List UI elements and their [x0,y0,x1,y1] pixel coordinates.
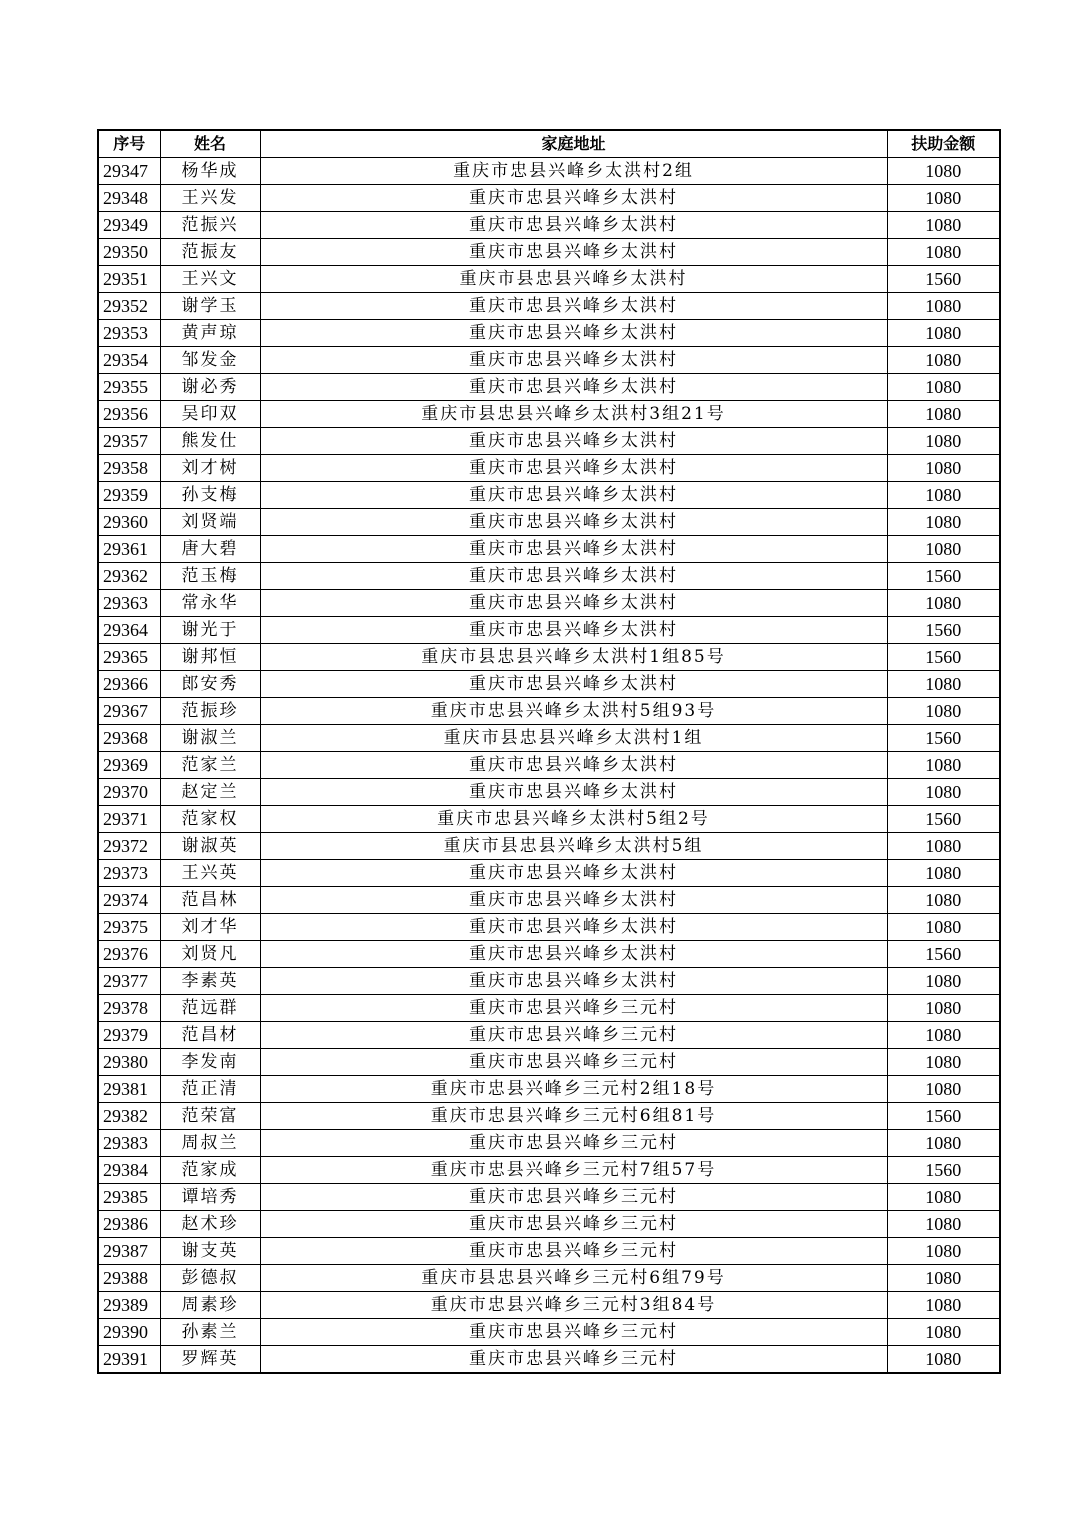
serial-cell: 29349 [98,212,160,239]
table-row [98,293,1000,320]
amount-cell: 1560 [887,1103,1000,1130]
address-cell: 重庆市忠县兴峰乡太洪村 [260,509,887,536]
table-row [98,1265,1000,1292]
table-row [98,779,1000,806]
name-cell: 孙支梅 [160,482,260,509]
table-row [98,617,1000,644]
serial-cell: 29353 [98,320,160,347]
name-cell: 熊发仕 [160,428,260,455]
table-row [98,266,1000,293]
serial-cell: 29391 [98,1346,160,1374]
address-cell: 重庆市忠县兴峰乡太洪村 [260,617,887,644]
name-cell: 罗辉英 [160,1346,260,1374]
address-cell: 重庆市县忠县兴峰乡太洪村1组 [260,725,887,752]
serial-cell: 29357 [98,428,160,455]
name-cell: 范振友 [160,239,260,266]
address-cell: 重庆市忠县兴峰乡三元村 [260,995,887,1022]
address-cell: 重庆市县忠县兴峰乡太洪村3组21号 [260,401,887,428]
address-cell: 重庆市忠县兴峰乡太洪村 [260,347,887,374]
address-cell: 重庆市忠县兴峰乡三元村 [260,1130,887,1157]
table-row [98,455,1000,482]
serial-cell: 29364 [98,617,160,644]
amount-cell: 1080 [887,1238,1000,1265]
table-row [98,1211,1000,1238]
serial-cell: 29383 [98,1130,160,1157]
amount-cell: 1080 [887,347,1000,374]
table-row [98,158,1000,185]
address-cell: 重庆市忠县兴峰乡太洪村 [260,428,887,455]
serial-cell: 29376 [98,941,160,968]
amount-cell: 1080 [887,671,1000,698]
amount-cell: 1080 [887,1184,1000,1211]
serial-cell: 29374 [98,887,160,914]
amount-cell: 1560 [887,644,1000,671]
name-cell: 郎安秀 [160,671,260,698]
serial-cell: 29359 [98,482,160,509]
amount-cell: 1080 [887,158,1000,185]
name-cell: 范振兴 [160,212,260,239]
amount-cell: 1080 [887,1265,1000,1292]
table-row [98,1049,1000,1076]
amount-cell: 1080 [887,293,1000,320]
name-cell: 范玉梅 [160,563,260,590]
serial-cell: 29365 [98,644,160,671]
address-cell: 重庆市忠县兴峰乡三元村 [260,1211,887,1238]
name-cell: 刘才华 [160,914,260,941]
header-address: 家庭地址 [260,130,887,158]
name-cell: 谢支英 [160,1238,260,1265]
name-cell: 谢淑英 [160,833,260,860]
amount-cell: 1080 [887,1292,1000,1319]
amount-cell: 1080 [887,1022,1000,1049]
table-row [98,347,1000,374]
name-cell: 李发南 [160,1049,260,1076]
serial-cell: 29390 [98,1319,160,1346]
name-cell: 王兴发 [160,185,260,212]
amount-cell: 1080 [887,1346,1000,1374]
amount-cell: 1080 [887,185,1000,212]
table-row [98,725,1000,752]
address-cell: 重庆市忠县兴峰乡太洪村 [260,590,887,617]
header-serial: 序号 [98,130,160,158]
address-cell: 重庆市县忠县兴峰乡太洪村1组85号 [260,644,887,671]
table-row [98,563,1000,590]
table-row [98,671,1000,698]
serial-cell: 29348 [98,185,160,212]
address-cell: 重庆市忠县兴峰乡三元村7组57号 [260,1157,887,1184]
table-row [98,374,1000,401]
amount-cell: 1080 [887,212,1000,239]
name-cell: 范昌林 [160,887,260,914]
amount-cell: 1080 [887,374,1000,401]
address-cell: 重庆市忠县兴峰乡太洪村 [260,941,887,968]
amount-cell: 1560 [887,266,1000,293]
serial-cell: 29381 [98,1076,160,1103]
address-cell: 重庆市忠县兴峰乡太洪村 [260,779,887,806]
name-cell: 范振珍 [160,698,260,725]
serial-cell: 29368 [98,725,160,752]
serial-cell: 29379 [98,1022,160,1049]
table-row [98,428,1000,455]
amount-cell: 1080 [887,401,1000,428]
table-row [98,1076,1000,1103]
serial-cell: 29371 [98,806,160,833]
serial-cell: 29354 [98,347,160,374]
address-cell: 重庆市忠县兴峰乡太洪村 [260,860,887,887]
address-cell: 重庆市忠县兴峰乡太洪村 [260,374,887,401]
table-row [98,752,1000,779]
table-header-row [98,130,1000,158]
name-cell: 王兴英 [160,860,260,887]
name-cell: 吴印双 [160,401,260,428]
serial-cell: 29373 [98,860,160,887]
address-cell: 重庆市忠县兴峰乡三元村 [260,1346,887,1374]
serial-cell: 29386 [98,1211,160,1238]
serial-cell: 29375 [98,914,160,941]
amount-cell: 1560 [887,725,1000,752]
amount-cell: 1080 [887,698,1000,725]
name-cell: 范家兰 [160,752,260,779]
table-row [98,1292,1000,1319]
table-row [98,941,1000,968]
serial-cell: 29361 [98,536,160,563]
name-cell: 刘贤凡 [160,941,260,968]
amount-cell: 1080 [887,887,1000,914]
serial-cell: 29380 [98,1049,160,1076]
name-cell: 谢邦恒 [160,644,260,671]
table-row [98,1130,1000,1157]
table-row [98,1238,1000,1265]
serial-cell: 29363 [98,590,160,617]
amount-cell: 1560 [887,617,1000,644]
serial-cell: 29384 [98,1157,160,1184]
serial-cell: 29352 [98,293,160,320]
name-cell: 孙素兰 [160,1319,260,1346]
table-row [98,1022,1000,1049]
address-cell: 重庆市忠县兴峰乡三元村 [260,1184,887,1211]
name-cell: 常永华 [160,590,260,617]
serial-cell: 29377 [98,968,160,995]
amount-cell: 1080 [887,1319,1000,1346]
address-cell: 重庆市忠县兴峰乡太洪村 [260,968,887,995]
table-row [98,239,1000,266]
name-cell: 范家成 [160,1157,260,1184]
address-cell: 重庆市忠县兴峰乡太洪村2组 [260,158,887,185]
name-cell: 邹发金 [160,347,260,374]
name-cell: 谢学玉 [160,293,260,320]
table-row [98,968,1000,995]
address-cell: 重庆市忠县兴峰乡太洪村 [260,320,887,347]
address-cell: 重庆市忠县兴峰乡太洪村 [260,212,887,239]
table-row [98,995,1000,1022]
name-cell: 黄声琼 [160,320,260,347]
name-cell: 周叔兰 [160,1130,260,1157]
address-cell: 重庆市忠县兴峰乡三元村3组84号 [260,1292,887,1319]
serial-cell: 29358 [98,455,160,482]
header-amount: 扶助金额 [887,130,1000,158]
serial-cell: 29356 [98,401,160,428]
name-cell: 范昌材 [160,1022,260,1049]
table-row [98,482,1000,509]
serial-cell: 29389 [98,1292,160,1319]
amount-cell: 1560 [887,563,1000,590]
amount-cell: 1080 [887,428,1000,455]
name-cell: 杨华成 [160,158,260,185]
serial-cell: 29347 [98,158,160,185]
table-row [98,806,1000,833]
serial-cell: 29367 [98,698,160,725]
name-cell: 谢淑兰 [160,725,260,752]
name-cell: 赵术珍 [160,1211,260,1238]
table-row [98,1184,1000,1211]
name-cell: 李素英 [160,968,260,995]
address-cell: 重庆市忠县兴峰乡太洪村 [260,887,887,914]
name-cell: 唐大碧 [160,536,260,563]
name-cell: 赵定兰 [160,779,260,806]
address-cell: 重庆市县忠县兴峰乡三元村6组79号 [260,1265,887,1292]
name-cell: 谢必秀 [160,374,260,401]
address-cell: 重庆市忠县兴峰乡太洪村 [260,455,887,482]
table-row [98,833,1000,860]
serial-cell: 29385 [98,1184,160,1211]
address-cell: 重庆市忠县兴峰乡三元村6组81号 [260,1103,887,1130]
name-cell: 刘才树 [160,455,260,482]
serial-cell: 29351 [98,266,160,293]
table-row [98,1157,1000,1184]
address-cell: 重庆市忠县兴峰乡太洪村 [260,671,887,698]
serial-cell: 29382 [98,1103,160,1130]
serial-cell: 29362 [98,563,160,590]
serial-cell: 29372 [98,833,160,860]
amount-cell: 1080 [887,455,1000,482]
address-cell: 重庆市忠县兴峰乡太洪村 [260,482,887,509]
amount-cell: 1080 [887,1049,1000,1076]
amount-cell: 1080 [887,509,1000,536]
serial-cell: 29350 [98,239,160,266]
table-row [98,1319,1000,1346]
amount-cell: 1080 [887,1130,1000,1157]
table-row [98,914,1000,941]
address-cell: 重庆市忠县兴峰乡三元村 [260,1049,887,1076]
table-row [98,860,1000,887]
amount-cell: 1080 [887,320,1000,347]
amount-cell: 1560 [887,1157,1000,1184]
address-cell: 重庆市县忠县兴峰乡太洪村 [260,266,887,293]
name-cell: 范正清 [160,1076,260,1103]
amount-cell: 1080 [887,239,1000,266]
address-cell: 重庆市忠县兴峰乡三元村 [260,1022,887,1049]
amount-cell: 1080 [887,482,1000,509]
amount-cell: 1080 [887,779,1000,806]
table-row [98,1103,1000,1130]
address-cell: 重庆市忠县兴峰乡三元村2组18号 [260,1076,887,1103]
table-row [98,644,1000,671]
name-cell: 刘贤端 [160,509,260,536]
name-cell: 范远群 [160,995,260,1022]
serial-cell: 29388 [98,1265,160,1292]
address-cell: 重庆市忠县兴峰乡太洪村5组93号 [260,698,887,725]
serial-cell: 29366 [98,671,160,698]
amount-cell: 1080 [887,914,1000,941]
address-cell: 重庆市忠县兴峰乡三元村 [260,1319,887,1346]
amount-cell: 1080 [887,1211,1000,1238]
table-row [98,590,1000,617]
serial-cell: 29355 [98,374,160,401]
amount-cell: 1080 [887,995,1000,1022]
amount-cell: 1080 [887,752,1000,779]
serial-cell: 29370 [98,779,160,806]
address-cell: 重庆市忠县兴峰乡太洪村 [260,563,887,590]
address-cell: 重庆市忠县兴峰乡三元村 [260,1238,887,1265]
serial-cell: 29378 [98,995,160,1022]
name-cell: 范家权 [160,806,260,833]
address-cell: 重庆市忠县兴峰乡太洪村5组2号 [260,806,887,833]
table-row [98,320,1000,347]
table-row [98,698,1000,725]
address-cell: 重庆市忠县兴峰乡太洪村 [260,293,887,320]
name-cell: 王兴文 [160,266,260,293]
serial-cell: 29387 [98,1238,160,1265]
header-name: 姓名 [160,130,260,158]
address-cell: 重庆市忠县兴峰乡太洪村 [260,752,887,779]
amount-cell: 1080 [887,536,1000,563]
amount-cell: 1080 [887,833,1000,860]
table-row [98,401,1000,428]
table-row [98,1346,1000,1374]
table-row [98,509,1000,536]
amount-cell: 1560 [887,941,1000,968]
address-cell: 重庆市县忠县兴峰乡太洪村5组 [260,833,887,860]
table-row [98,536,1000,563]
name-cell: 范荣富 [160,1103,260,1130]
amount-cell: 1080 [887,860,1000,887]
address-cell: 重庆市忠县兴峰乡太洪村 [260,536,887,563]
table-row [98,887,1000,914]
name-cell: 谢光于 [160,617,260,644]
amount-cell: 1560 [887,806,1000,833]
table-row [98,185,1000,212]
address-cell: 重庆市忠县兴峰乡太洪村 [260,239,887,266]
amount-cell: 1080 [887,590,1000,617]
name-cell: 周素珍 [160,1292,260,1319]
name-cell: 谭培秀 [160,1184,260,1211]
serial-cell: 29369 [98,752,160,779]
name-cell: 彭德叔 [160,1265,260,1292]
amount-cell: 1080 [887,968,1000,995]
address-cell: 重庆市忠县兴峰乡太洪村 [260,914,887,941]
serial-cell: 29360 [98,509,160,536]
beneficiary-table [97,129,1001,1374]
address-cell: 重庆市忠县兴峰乡太洪村 [260,185,887,212]
amount-cell: 1080 [887,1076,1000,1103]
table-row [98,212,1000,239]
